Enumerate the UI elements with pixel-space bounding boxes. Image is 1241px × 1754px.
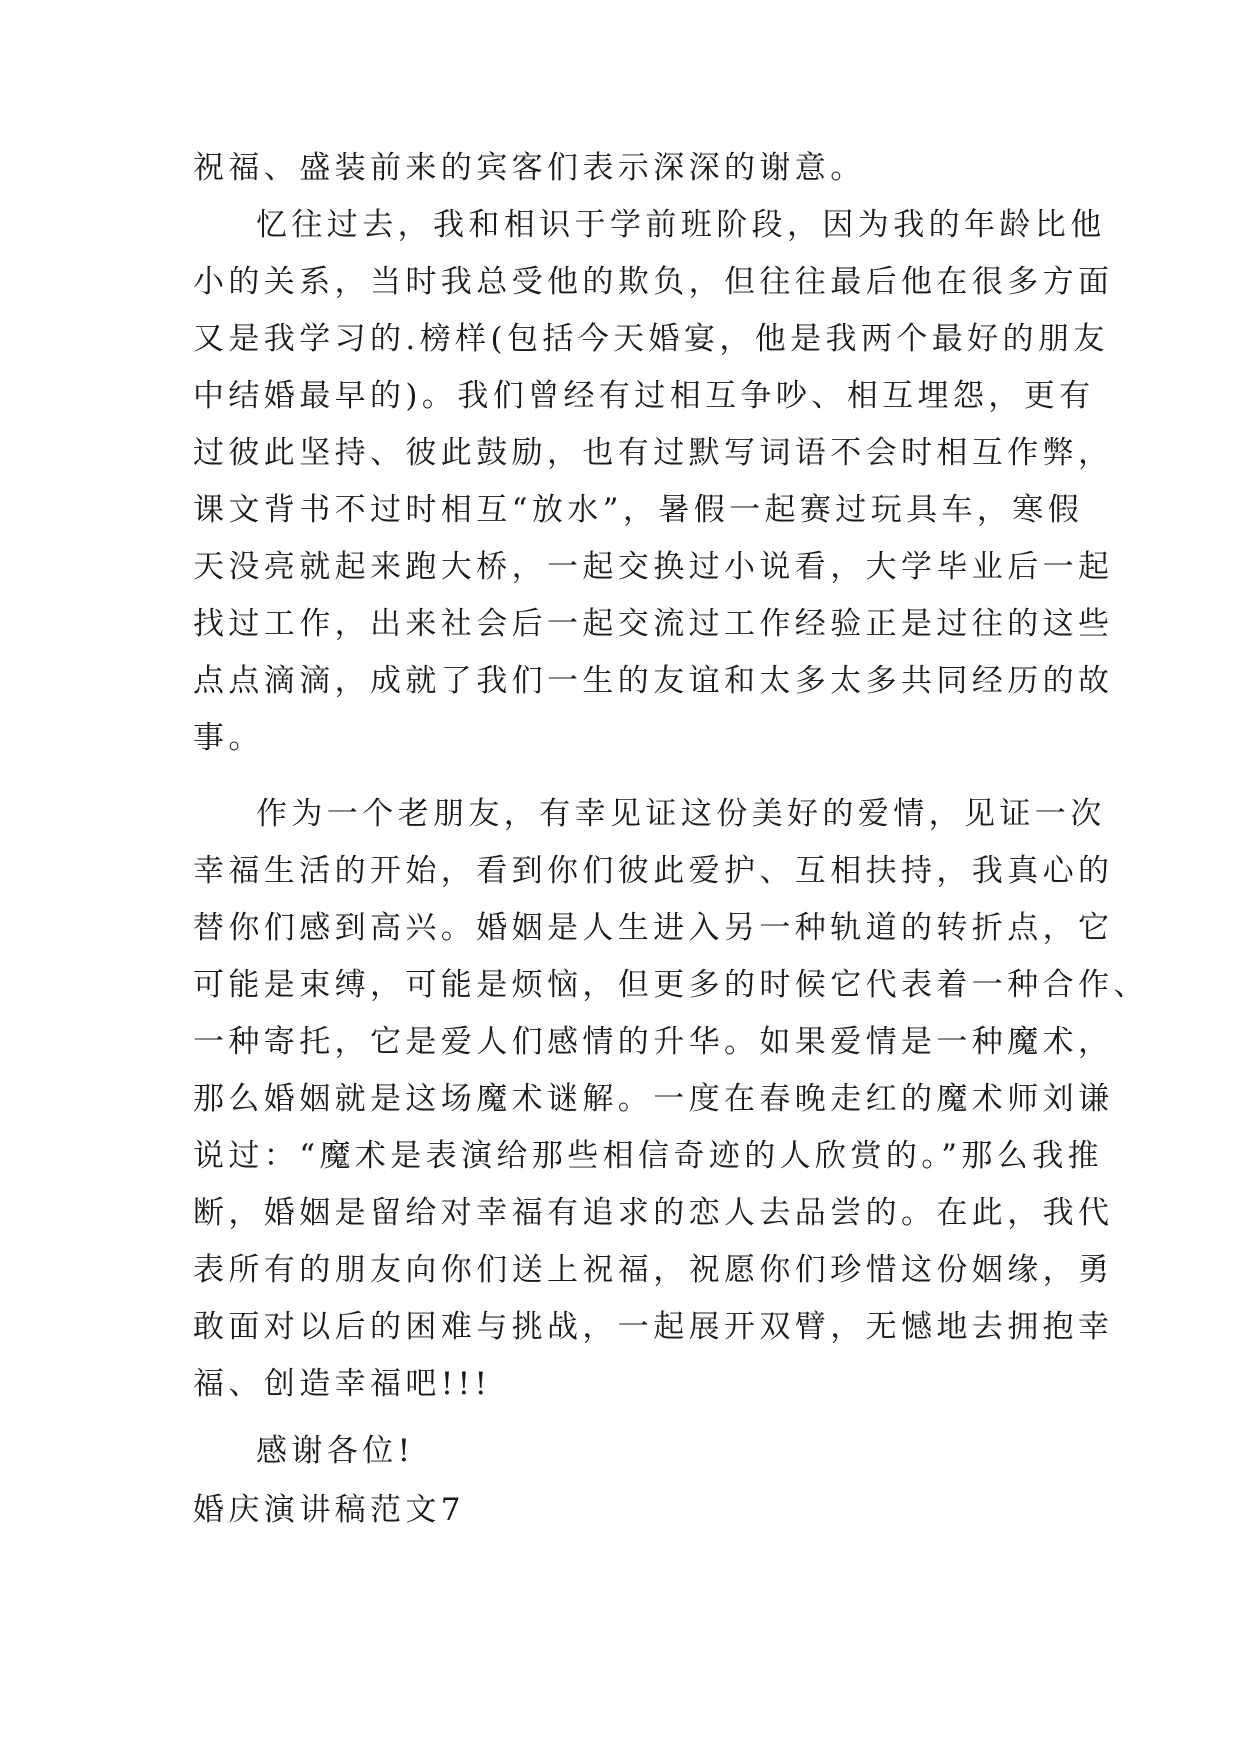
- text-line: 一种寄托，它是爱人们感情的升华。如果爱情是一种魔术，: [193, 1024, 1114, 1060]
- text-line: 福、创造幸福吧!!!: [193, 1366, 492, 1402]
- text-line: 敢面对以后的困难与挑战，一起展开双臂，无憾地去拥抱幸: [193, 1309, 1114, 1345]
- text-line: 课文背书不过时相互“放水”，暑假一起赛过玩具车，寒假: [193, 492, 1084, 528]
- text-line: 断，婚姻是留给对幸福有追求的恋人去品尝的。在此，我代: [193, 1195, 1114, 1231]
- text-line: 过彼此坚持、彼此鼓励，也有过默写词语不会时相互作弊，: [193, 435, 1114, 471]
- text-line: 小的关系，当时我总受他的欺负，但往往最后他在很多方面: [193, 264, 1114, 300]
- text-line: 中结婚最早的)。我们曾经有过相互争吵、相互埋怨，更有: [193, 378, 1095, 414]
- text-line: 可能是束缚，可能是烦恼，但更多的时候它代表着一种合作、: [193, 967, 1149, 1003]
- text-line: 替你们感到高兴。婚姻是人生进入另一种轨道的转折点，它: [193, 910, 1114, 946]
- text-line: 作为一个老朋友，有幸见证这份美好的爱情，见证一次: [256, 796, 1106, 832]
- closing-line: 感谢各位!: [256, 1433, 415, 1469]
- text-line: 又是我学习的.榜样(包括今天婚宴，他是我两个最好的朋友: [193, 321, 1109, 357]
- text-line: 找过工作，出来社会后一起交流过工作经验正是过往的这些: [193, 606, 1114, 642]
- text-line: 忆往过去，我和相识于学前班阶段，因为我的年龄比他: [256, 207, 1106, 243]
- text-line: 点点滴滴，成就了我们一生的友谊和太多太多共同经历的故: [193, 663, 1114, 699]
- section-heading: 婚庆演讲稿范文7: [193, 1492, 465, 1528]
- text-line: 幸福生活的开始，看到你们彼此爱护、互相扶持，我真心的: [193, 853, 1114, 889]
- text-line: 那么婚姻就是这场魔术谜解。一度在春晚走红的魔术师刘谦: [193, 1081, 1114, 1117]
- text-line: 祝福、盛装前来的宾客们表示深深的谢意。: [193, 150, 866, 186]
- text-line: 表所有的朋友向你们送上祝福，祝愿你们珍惜这份姻缘，勇: [193, 1252, 1114, 1288]
- text-line: 说过：“魔术是表演给那些相信奇迹的人欣赏的。”那么我推: [193, 1138, 1103, 1174]
- text-line: 天没亮就起来跑大桥，一起交换过小说看，大学毕业后一起: [193, 549, 1114, 585]
- text-line: 事。: [193, 720, 264, 756]
